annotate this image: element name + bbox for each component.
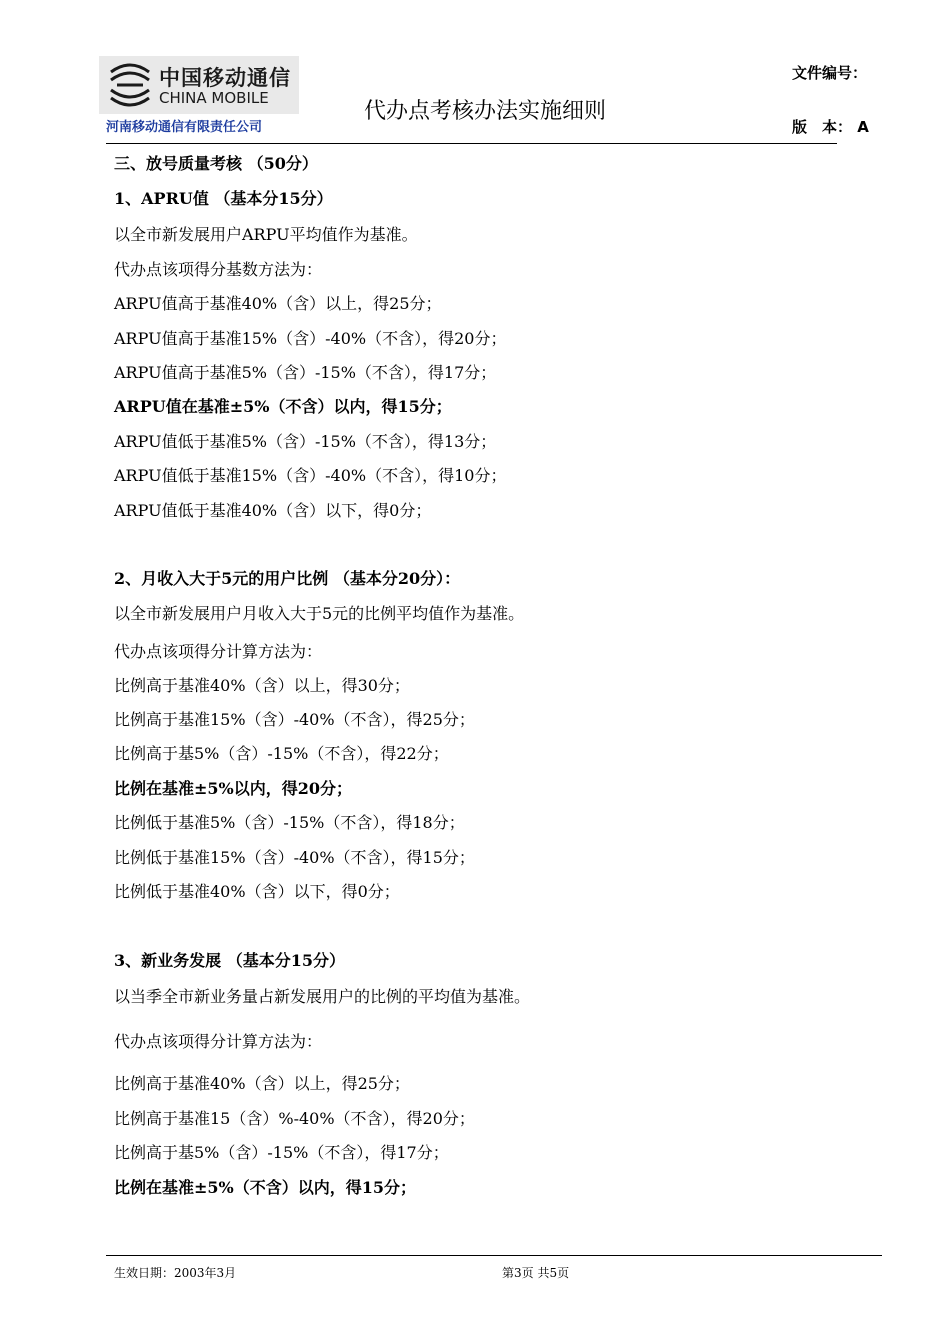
item2-rule: 比例低于基准15%（含）-40%（不含），得15分； [114,848,475,867]
item2-rule: 比例低于基准5%（含）-15%（不含），得18分； [114,813,465,832]
item3-rule: 比例高于基5%（含）-15%（不含），得17分； [114,1143,449,1162]
item1-heading: 1、APRU值 （基本分15分） [114,189,333,208]
version-label: 版 本： [792,118,853,136]
item3-basis: 以当季全市新业务量占新发展用户的比例的平均值为基准。 [114,987,531,1006]
item1-rule: ARPU值高于基准5%（含）-15%（不含），得17分； [114,363,497,382]
document-title: 代办点考核办法实施细则 [364,99,607,124]
file-number-label: 文件编号： [792,64,868,82]
item2-basis: 以全市新发展用户月收入大于5元的比例平均值作为基准。 [114,604,525,623]
effective-date: 生效日期：2003年3月 [114,1266,237,1280]
item2-rule-baseline: 比例在基准±5%以内，得20分； [114,779,353,798]
china-mobile-logo [99,56,299,114]
version-info [792,116,869,137]
item1-basis: 以全市新发展用户ARPU平均值作为基准。 [114,225,418,244]
item1-rule: ARPU值低于基准5%（含）-15%（不含），得13分； [114,432,497,451]
logo-text-en: CHINA MOBILE [159,89,269,107]
item1-method: 代办点该项得分基数方法为： [114,260,323,279]
item2-rule: 比例高于基5%（含）-15%（不含），得22分； [114,744,449,763]
item2-heading: 2、月收入大于5元的用户比例 （基本分20分）： [114,569,461,588]
item1-rule: ARPU值低于基准15%（含）-40%（不含），得10分； [114,466,507,485]
item3-method: 代办点该项得分计算方法为： [114,1032,323,1051]
company-name: 河南移动通信有限责任公司 [106,120,263,135]
logo-text-cn: 中国移动通信 [159,66,291,90]
item2-rule: 比例高于基准15%（含）-40%（不含），得25分； [114,710,475,729]
item1-rule: ARPU值高于基准40%（含）以上，得25分； [114,294,442,313]
item3-rule: 比例高于基准40%（含）以上，得25分； [114,1074,410,1093]
item1-rule: ARPU值高于基准15%（含）-40%（不含），得20分； [114,329,507,348]
section-heading: 三、放号质量考核 （50分） [114,154,318,173]
item1-rule-baseline: ARPU值在基准±5%（不含）以内，得15分； [114,397,452,416]
footer-divider [106,1255,882,1256]
item2-rule: 比例高于基准40%（含）以上，得30分； [114,676,410,695]
page-number: 第3页 共5页 [502,1266,570,1280]
item3-heading: 3、新业务发展 （基本分15分） [114,951,345,970]
item2-method: 代办点该项得分计算方法为： [114,642,323,661]
item3-rule: 比例高于基准15（含）%-40%（不含），得20分； [114,1109,475,1128]
version-value: A [857,118,869,136]
header-divider [106,143,837,144]
item2-rule: 比例低于基准40%（含）以下，得0分； [114,882,400,901]
china-mobile-logo-icon [107,60,153,110]
item1-rule: ARPU值低于基准40%（含）以下，得0分； [114,501,432,520]
item3-rule-baseline: 比例在基准±5%（不含）以内，得15分； [114,1178,417,1197]
